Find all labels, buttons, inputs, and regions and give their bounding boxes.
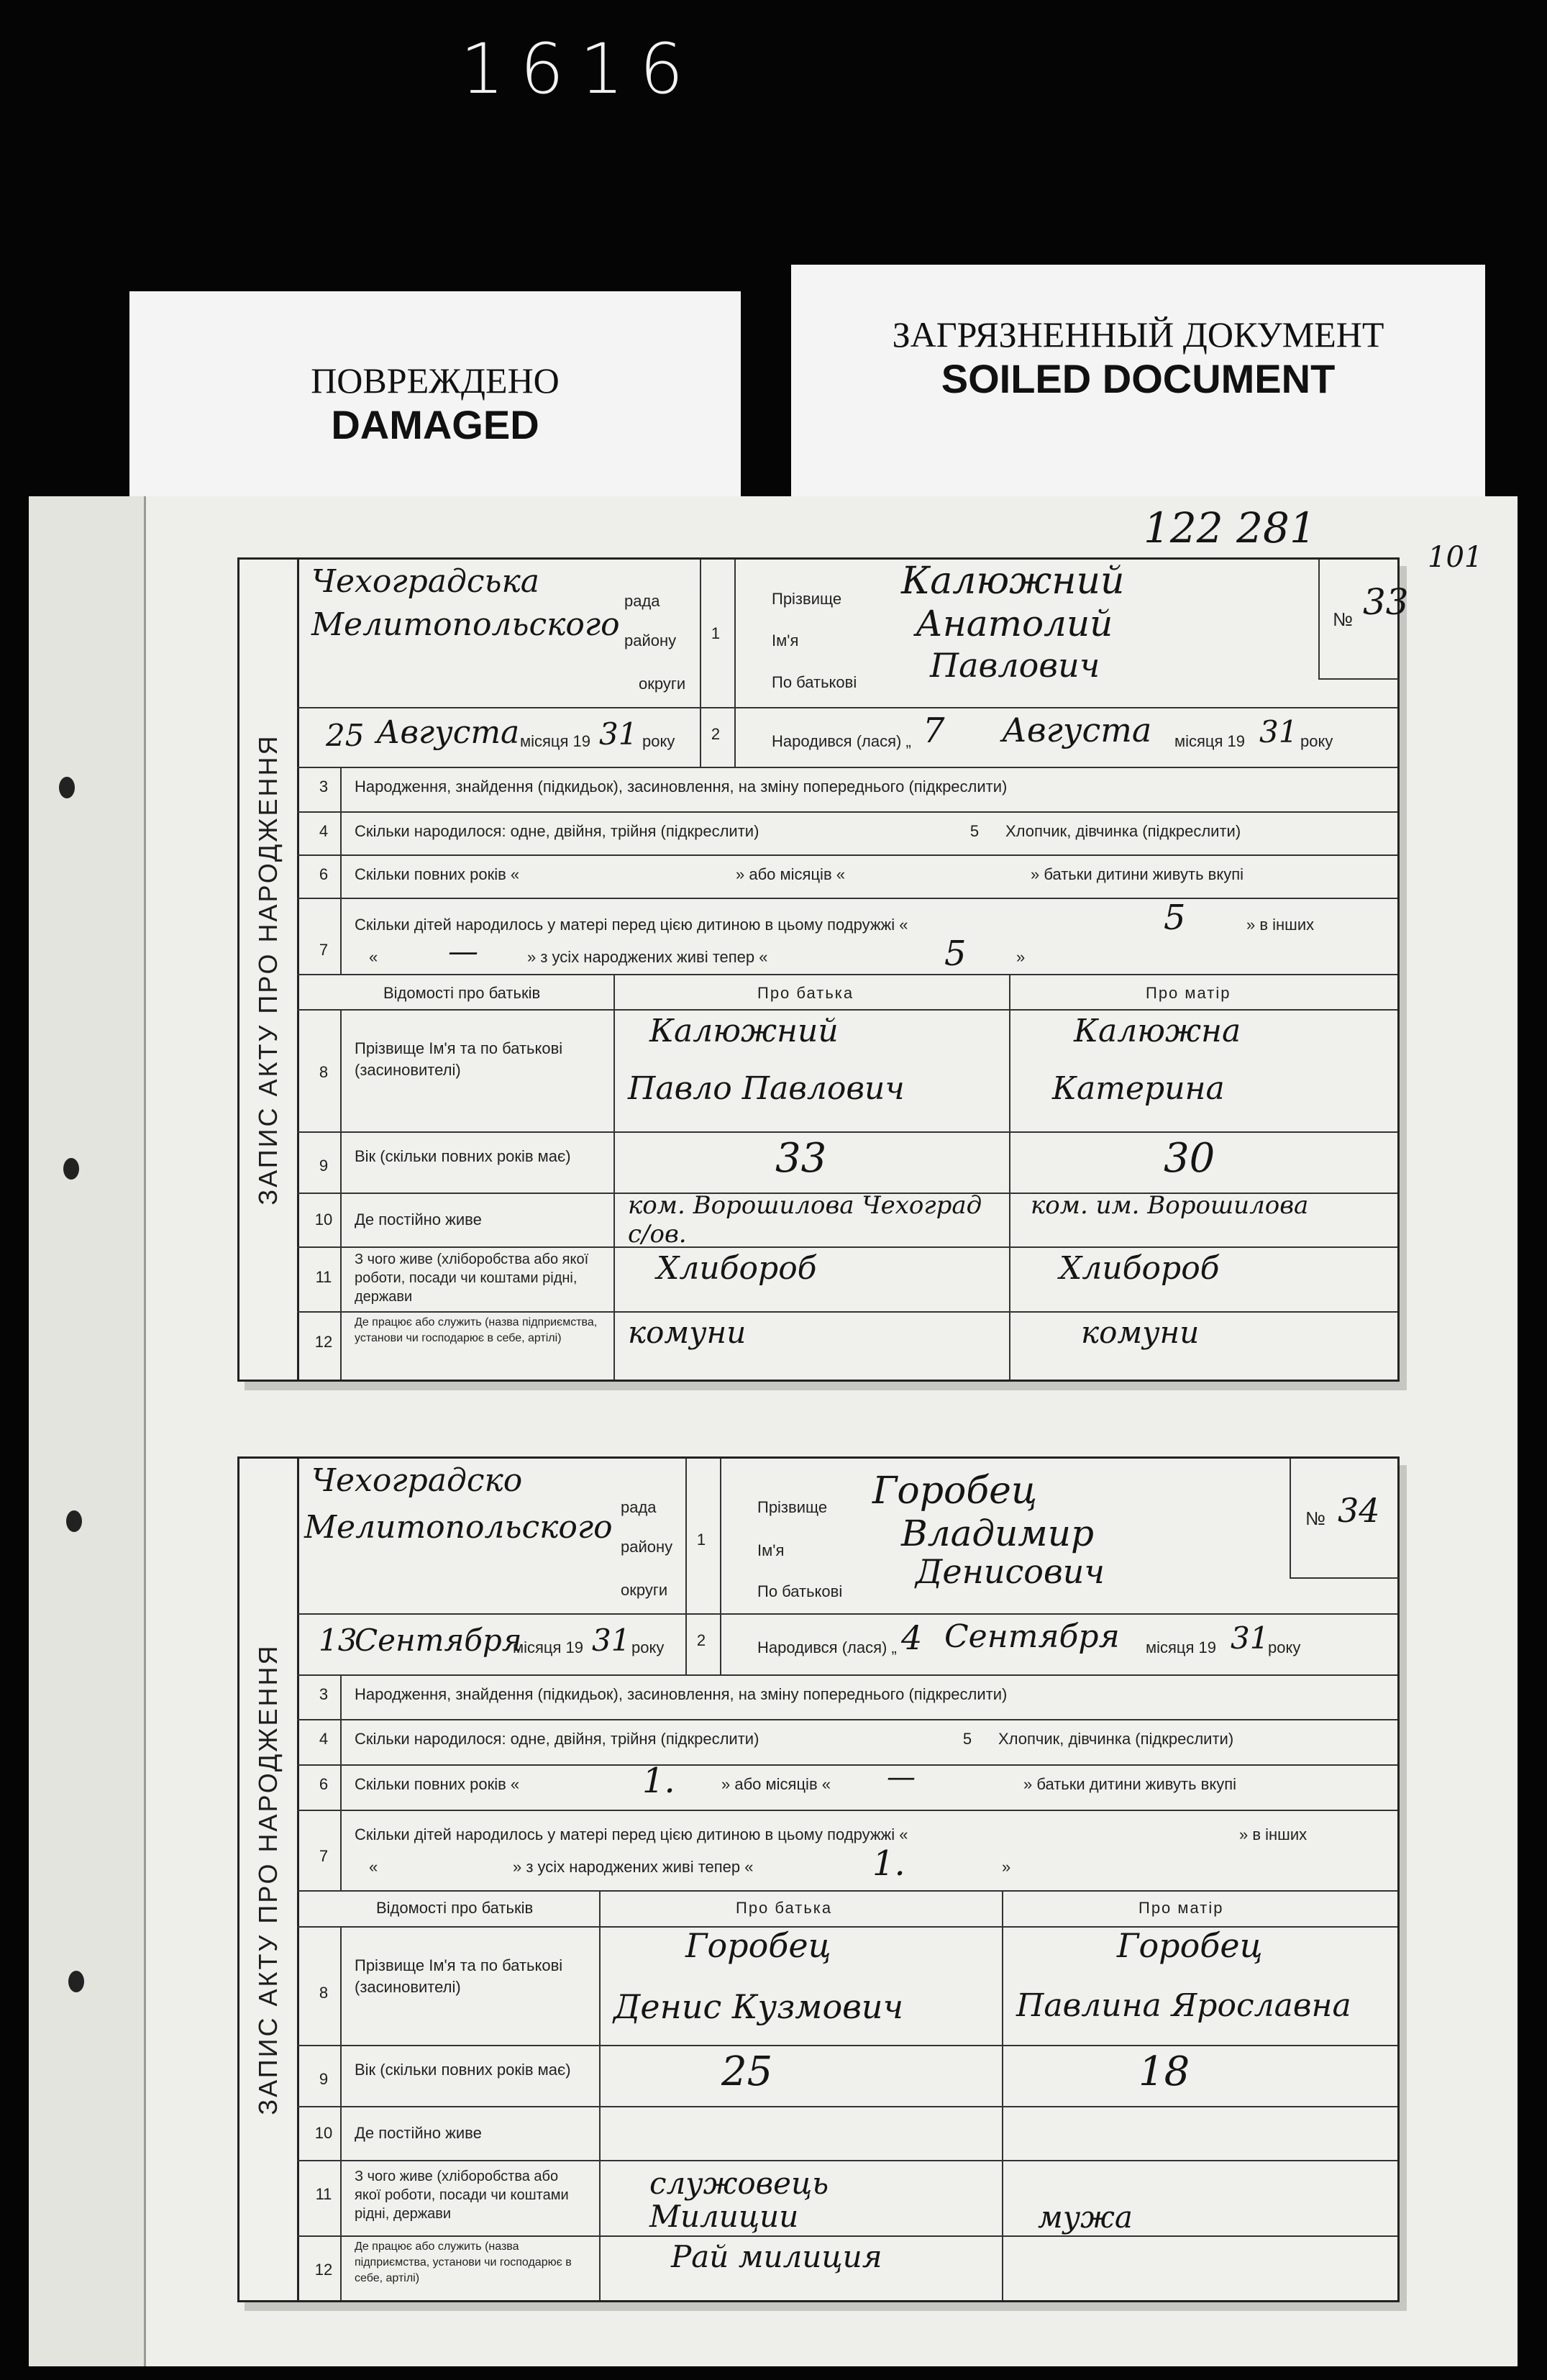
father-work: Рай милиция (671, 2239, 882, 2274)
corner-mark: 101 (1428, 541, 1483, 574)
damaged-label-card (129, 291, 741, 500)
child-surname: Калюжний (901, 560, 1125, 603)
registration-month: Сентября (355, 1623, 522, 1658)
father-work: комуни (628, 1315, 747, 1350)
damaged-label-ru: ПОВРЕЖДЕНО (311, 360, 560, 401)
mother-age: 30 (1164, 1135, 1215, 1182)
soiled-label-ru: ЗАГРЯЗНЕННЫЙ ДОКУМЕНТ (892, 314, 1384, 355)
soiled-label-en: SOILED DOCUMENT (941, 356, 1336, 401)
damaged-label-en: DAMAGED (331, 402, 539, 447)
father-age: 25 (721, 2048, 773, 2095)
child-name: Анатолий (916, 603, 1113, 644)
birth-month: Сентября (944, 1618, 1120, 1655)
rada-value: Чехоградська (311, 563, 539, 600)
soiled-label-card (791, 265, 1485, 502)
father-surname: Калюжний (649, 1013, 839, 1049)
record-side-title: ЗАПИС АКТУ ПРО НАРОДЖЕННЯ (239, 1459, 299, 2300)
registration-month: Августа (376, 714, 520, 751)
child-surname: Горобец (872, 1469, 1038, 1513)
father-surname: Горобец (685, 1926, 831, 1965)
mother-occupation: мужа (1038, 2199, 1133, 2235)
binding-strip (29, 496, 146, 2366)
mother-name: Павлина Ярославна (1016, 1987, 1351, 2024)
father-age: 33 (775, 1135, 827, 1182)
mother-surname: Горобец (1117, 1926, 1263, 1965)
father-name: Денис Кузмович (613, 1987, 904, 2026)
punch-hole (63, 1158, 79, 1180)
mother-work: комуни (1081, 1315, 1200, 1350)
rayon-value: Мелитопольского (311, 606, 620, 643)
punch-hole (59, 777, 75, 798)
child-name: Владимир (901, 1513, 1094, 1554)
birth-record-2: ЗАПИС АКТУ ПРО НАРОДЖЕННЯ № 34 Чехоградско рада Мелитопольского району округи 1 Прізвище Горобец Ім'я Владимир По батькові Денисович 13 Сентября місяця 19 31 року 2 Народився (лася) „ 4 Сентября місяця 19 31 року 3 Народження, знайдення (підкидьок), засиновлення, на зміну попереднього (підкреслити) 4 Скільки народилося: одне, двійня, трійня (підкреслити) 5 Хлопчик, дівчинка (підкреслити) 6 Скільки повних років « 1. » або місяців « — » батьки дитини живуть вкупі 7 Скільки дітей народилось у матері перед цією дитиною в цьому подружжі « » в інших « » з усіх народжених живі тепер « 1. » Відомості про батьків Про батька Про матір 8 Прізвище Ім'я та по батькові (засиновителі) Горобец Денис Кузмович Горобец Павлина Ярославна 9 Вік (скільки повних років має) 25 18 10 Де постійно живе 11 З чого живе (хліборобства або якої роботи, посади чи коштами рідні, держави служовець Милиции мужа 12 Де працює або служить (назва підприємства, установи чи господарює в себе, артілі) Рай милиция (237, 1456, 1400, 2302)
child-patronymic: Денисович (916, 1552, 1105, 1591)
father-name: Павло Павлович (628, 1070, 905, 1107)
mother-age: 18 (1138, 2048, 1190, 2095)
film-number: 1616 (460, 29, 700, 109)
child-patronymic: Павлович (930, 646, 1100, 685)
mother-surname: Калюжна (1074, 1013, 1241, 1049)
punch-hole (68, 1971, 84, 1992)
record-side-title: ЗАПИС АКТУ ПРО НАРОДЖЕННЯ (239, 560, 299, 1380)
registration-number-box: № 34 (1290, 1459, 1399, 1579)
birth-record-1: ЗАПИС АКТУ ПРО НАРОДЖЕННЯ № 33 Чехоградська рада Мелитопольского району округи 1 Прізвище Калюжний Ім'я Анатолий По батькові Павлович 25 Августа місяця 19 31 року 2 Народився (лася) „ 7 Августа місяця 19 31 року 3 Народження, знайдення (підкидьок), засиновлення, на зміну попереднього (підкреслити) 4 Скільки народилося: одне, двійня, трійня (підкреслити) 5 Хлопчик, дівчинка (підкреслити) 6 Скільки повних років « » або місяців « » батьки дитини живуть вкупі 7 Скільки дітей народилось у матері перед цією дитиною в цьому подружжі « 5 » в інших « — » з усіх народжених живі тепер « 5 » Відомості про батьків Про батька Про матір 8 Прізвище Ім'я та по батькові (засиновителі) Калюжний Павло Павлович Калюжна Катерина 9 Вік (скільки повних років має) 33 30 10 Де постійно живе ком. Ворошилова Чехоград с/ов. ком. им. Ворошилова 11 З чого живе (хліборобства або якої роботи, посади чи коштами рідні, держави Хлибороб Хлибороб 12 Де працює або служить (назва підприємства, установи чи господарює в себе, артілі) комуни комуни (237, 557, 1400, 1382)
rayon-value: Мелитопольского (304, 1509, 613, 1546)
father-occupation: Хлибороб (657, 1250, 817, 1287)
mother-name: Катерина (1052, 1070, 1225, 1107)
rada-value: Чехоградско (311, 1462, 523, 1499)
registration-number-box: № 33 (1318, 560, 1399, 680)
punch-hole (66, 1510, 82, 1532)
mother-residence: ком. им. Ворошилова (1031, 1191, 1309, 1220)
archive-reference: 122 281 (1144, 503, 1316, 552)
birth-month: Августа (1002, 711, 1152, 749)
mother-occupation: Хлибороб (1059, 1250, 1220, 1287)
father-residence: ком. Ворошилова Чехоград с/ов. (628, 1191, 982, 1249)
father-occupation: служовець Милиции (649, 2166, 829, 2234)
